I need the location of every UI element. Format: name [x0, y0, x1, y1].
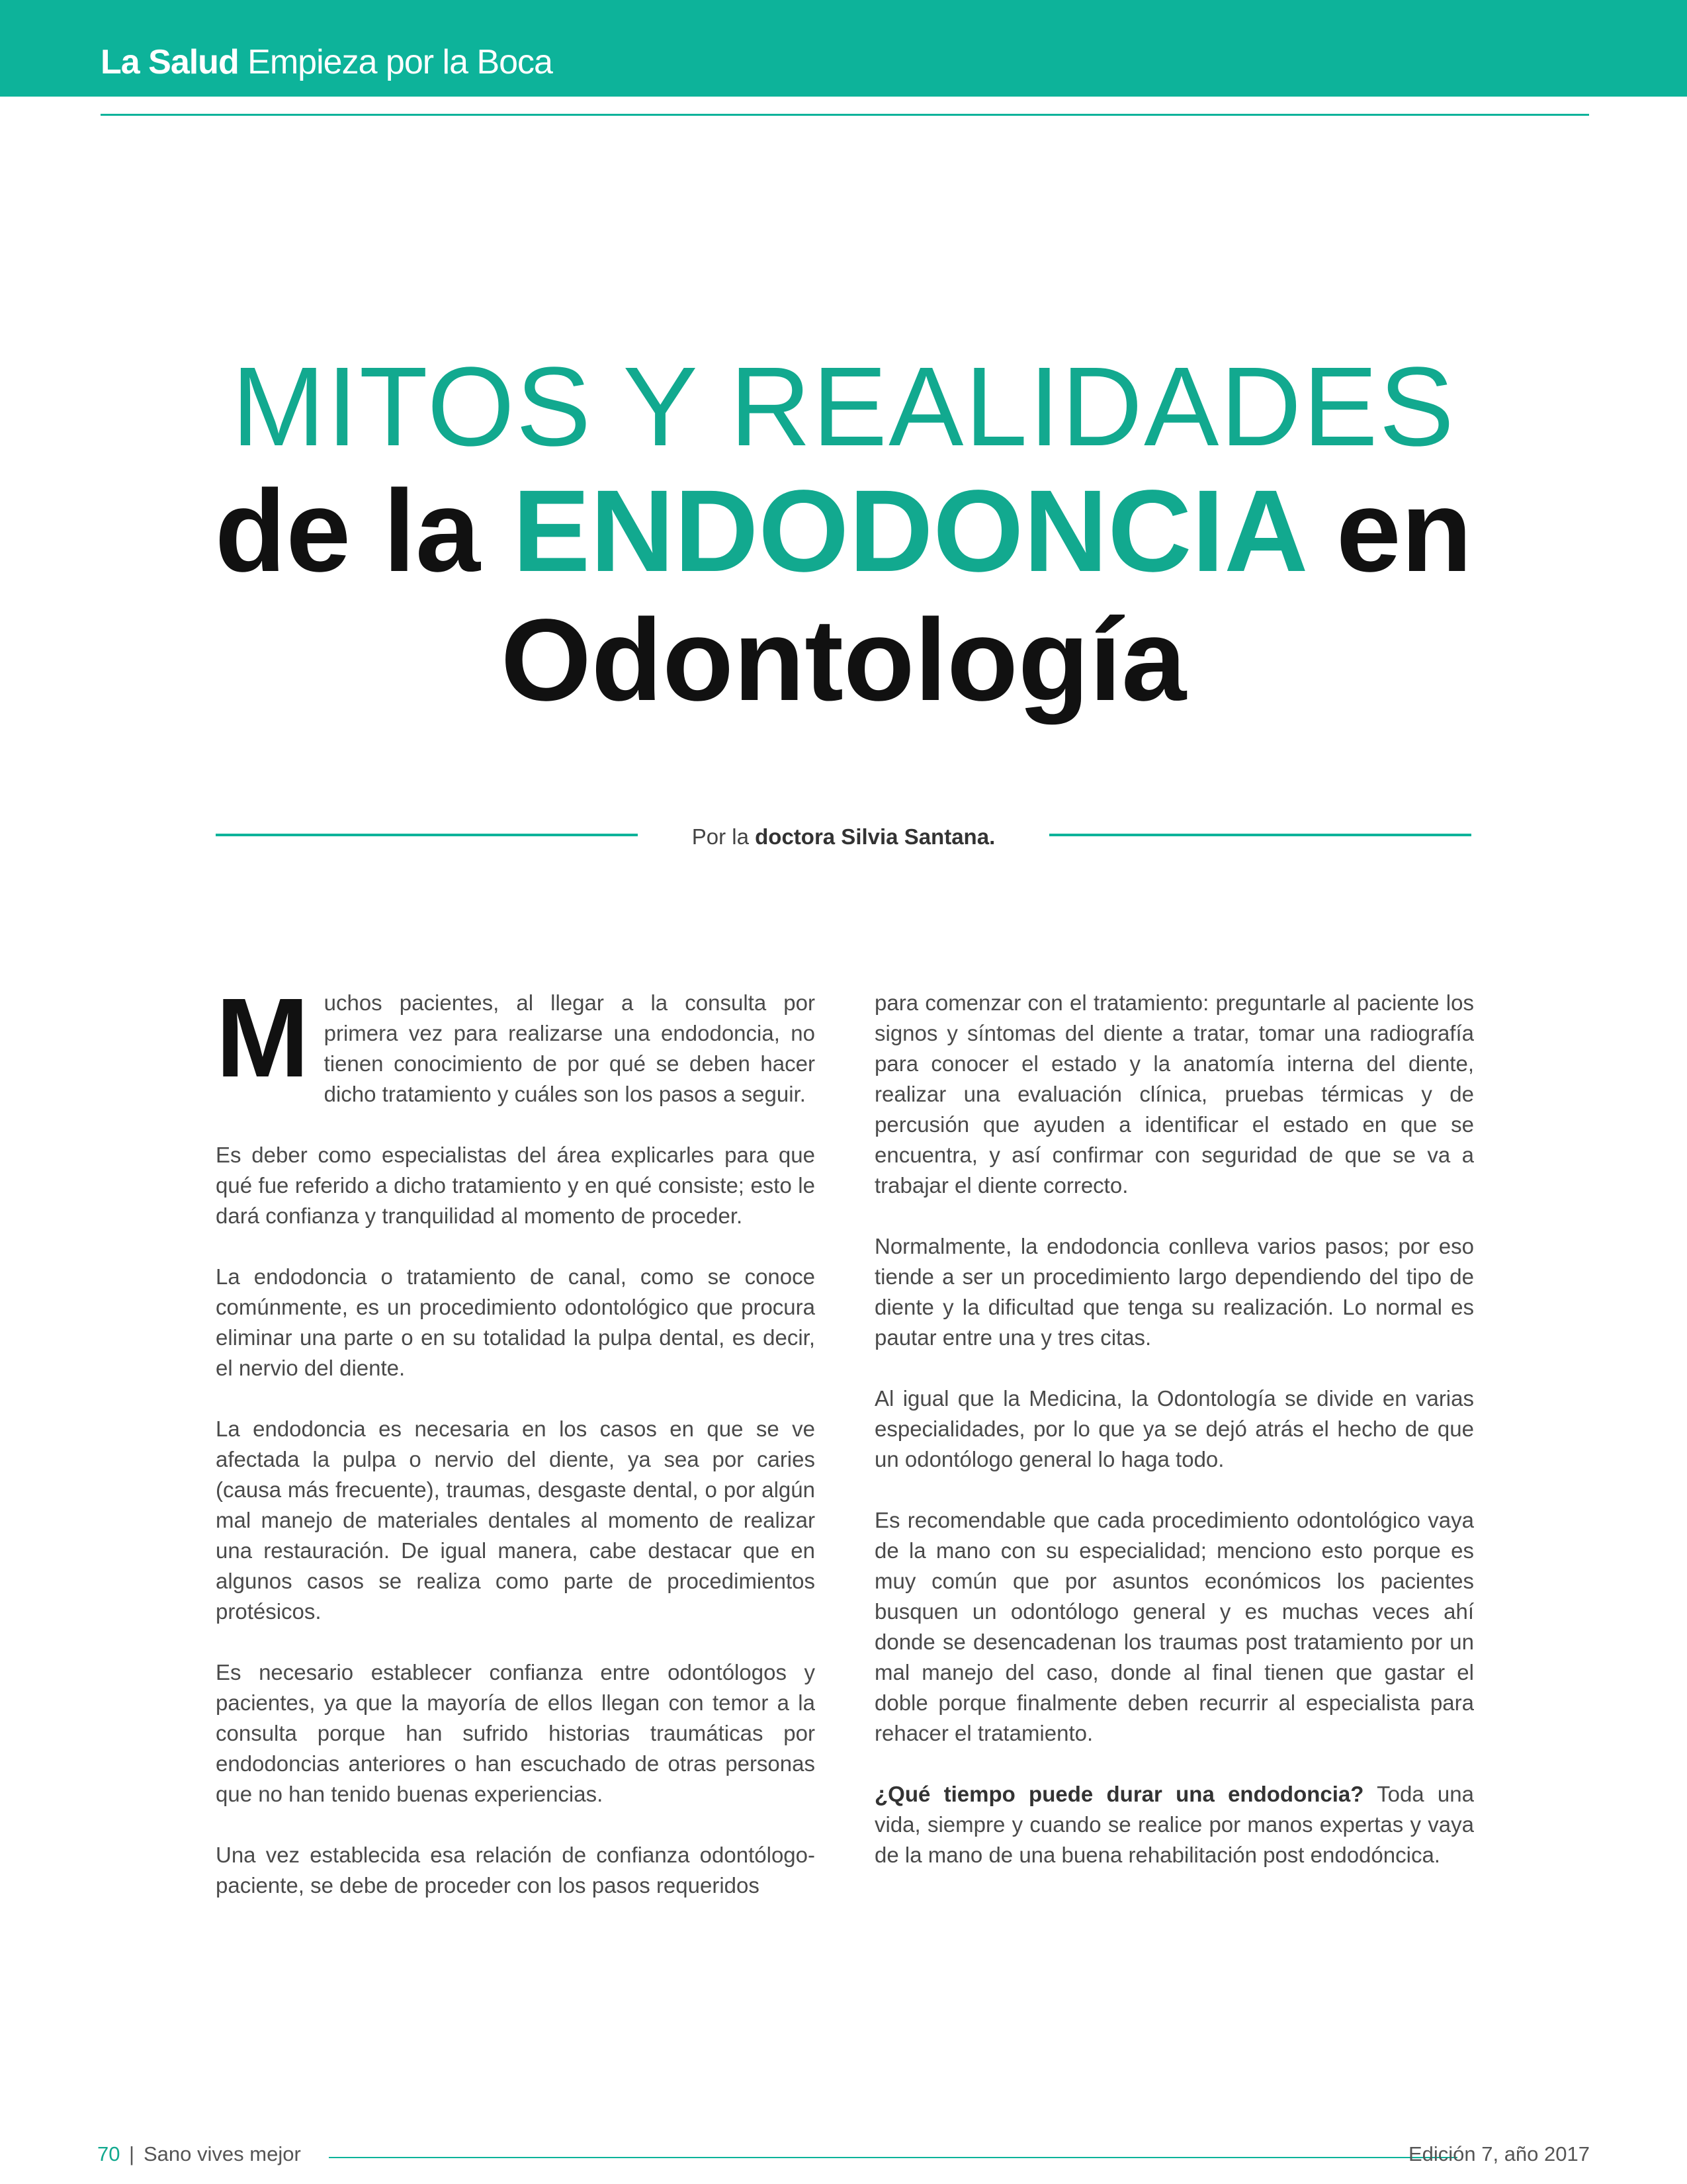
byline-rule-right: [1049, 834, 1471, 836]
section-title-bold: La Salud: [101, 43, 239, 81]
paragraph: Normalmente, la endodoncia conlleva varios pasos; por eso tiende a ser un procedimiento largo dependiendo del tipo de diente y la dificultad que tenga su realización. Lo normal es pautar entre una y tres citas.: [875, 1234, 1474, 1350]
edition-info: Edición 7, año 2017: [1408, 2142, 1590, 2165]
final-answer: Toda una vida, siempre y cuando se realice por manos expertas y vaya de la mano de una buena rehabilitación post endodóncica.: [875, 1782, 1474, 1867]
footer-separator: |: [129, 2142, 135, 2165]
section-title: [101, 42, 552, 82]
paragraph: Al igual que la Medicina, la Odontología se divide en varias especialidades, por lo que ya se dejó atrás el hecho de que un odontólogo general lo haga todo.: [875, 1386, 1474, 1471]
paragraph: Es deber como especialistas del área explicarles para que qué fue referido a dicho tratamiento y en qué consiste; esto le dará confianza y tranquilidad al momento de proceder.: [216, 1143, 815, 1228]
header-divider: [101, 114, 1589, 116]
section-title-rest: Empieza por la Boca: [247, 43, 552, 81]
magazine-name: Sano vives mejor: [144, 2142, 301, 2165]
article-title-line1: MITOS Y REALIDADES: [232, 344, 1455, 470]
paragraph: Una vez establecida esa relación de confianza odontólogo-paciente, se debe de proceder con los pasos requeridos: [216, 1843, 815, 1898]
article-title-line2: [0, 466, 1687, 596]
paragraph: para comenzar con el tratamiento: preguntarle al paciente los signos y síntomas del diente a tratar, tomar una radiografía para conocer el estado y la anatomía interna del diente, realizar una evaluación clínica, pruebas térmicas y de percusión que ayuden a identificar el estado en que se encuentra, y así confirmar con seguridad de que se va a trabajar el diente correcto.: [875, 990, 1474, 1198]
paragraph: [216, 975, 815, 1110]
title-accent-word: ENDODONCIA: [512, 466, 1304, 596]
article-title-line3: Odontología: [500, 595, 1187, 725]
byline: [0, 824, 1687, 850]
article-column-right: [875, 988, 1474, 1901]
final-question: ¿Qué tiempo puede durar una endodoncia?: [875, 1782, 1364, 1806]
paragraph: Es recomendable que cada procedimiento odontológico vaya de la mano con su especialidad; menciono esto porque es muy común que por asuntos económicos los pacientes busquen un odontólogo general y es muchas veces ahí donde se desencadenan los traumas post tratamiento por un mal manejo del caso, donde al final tienen que gastar el doble porque finalmente deben recurrir al especialista para rehacer el tratamiento.: [875, 1508, 1474, 1745]
article-column-left: [216, 975, 815, 1931]
paragraph: La endodoncia es necesaria en los casos en que se ve afectada la pulpa o nervio del diente, ya sea por caries (causa más frecuente), traumas, desgaste dental, o por algún mal manejo de materiales dentales al momento de realizar una restauración. De igual manera, cabe destacar que en algunos casos se realiza como parte de procedimientos protésicos.: [216, 1417, 815, 1624]
page-footer: [97, 2142, 1590, 2169]
final-paragraph: [875, 1779, 1474, 1870]
drop-cap: M: [216, 975, 310, 1101]
title-line2-end: en: [1303, 466, 1473, 596]
paragraph: La endodoncia o tratamiento de canal, como se conoce comúnmente, es un procedimiento odontológico que procura eliminar una parte o en su totalidad la pulpa dental, es decir, el nervio del diente.: [216, 1264, 815, 1380]
footer-divider: [329, 2157, 1457, 2158]
paragraph-text: uchos pacientes, al llegar a la consulta por primera vez para realizarse una endodoncia, no tienen conocimiento de por qué se deben hacer dicho tratamiento y cuáles son los pasos a seguir.: [324, 990, 815, 1106]
title-line2-start: de la: [214, 466, 513, 596]
byline-author: doctora Silvia Santana.: [755, 824, 996, 849]
page-number: 70: [97, 2142, 120, 2165]
byline-prefix: Por la: [691, 824, 756, 849]
paragraph: Es necesario establecer confianza entre odontólogos y pacientes, ya que la mayoría de ellos llegan con temor a la consulta porque han sufrido historias traumáticas por endodoncias anteriores o han escuchado de otras personas que no han tenido buenas experiencias.: [216, 1660, 815, 1806]
